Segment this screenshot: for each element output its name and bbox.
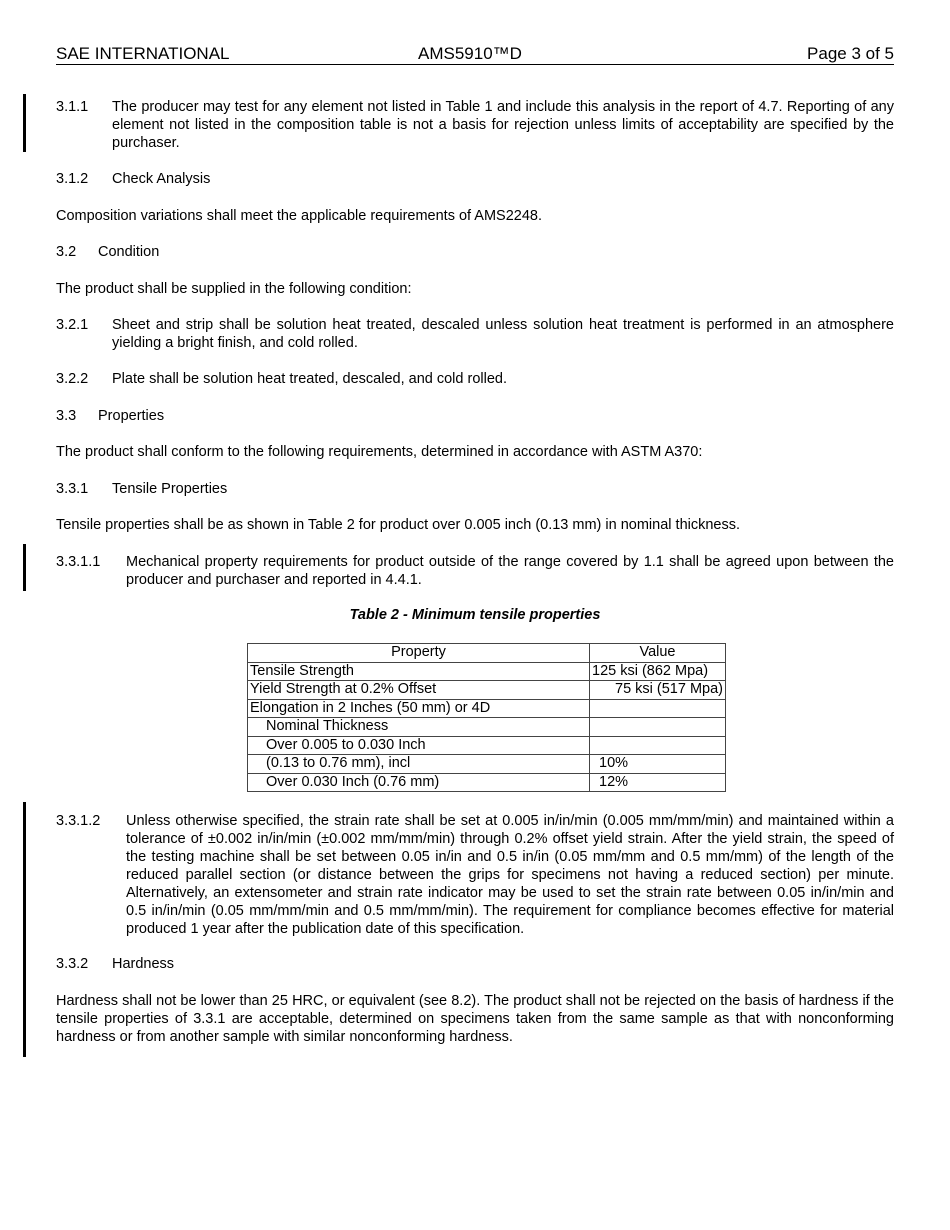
header-page-number: Page 3 of 5 [807,44,894,63]
section-title: Hardness [112,956,175,972]
property-cell: Over 0.030 Inch (0.76 mm) [248,773,590,792]
header-doc-id: AMS5910™D [418,44,522,63]
table-row [248,662,726,681]
section-3-3-1-heading [56,480,894,498]
property-cell: Tensile Strength [248,662,590,681]
table-row [248,681,726,700]
section-3-3-1-1 [56,553,894,589]
section-3-2-heading [56,243,894,261]
section-number: 3.3.1.1 [56,554,101,570]
section-number: 3.3.1.2 [56,813,101,829]
section-3-3-2-body: Hardness shall not be lower than 25 HRC, or equivalent (see 8.2). The product shall not be rejected on the basis of hardness if the tensile properties of 3.3.1 are acceptable, determined on specimens taken from the same sample as that with nonconforming hardness or from another sample with similar nonconforming hardness. [56,993,894,1045]
column-header-property: Property [248,644,590,663]
section-3-2-2 [56,370,894,388]
revision-bar [23,802,26,1057]
revision-bar [23,544,26,591]
section-3-1-2-heading [56,170,894,188]
property-cell: Elongation in 2 Inches (50 mm) or 4D [248,699,590,718]
tensile-properties-table [247,643,726,792]
section-3-3-body: The product shall conform to the following requirements, determined in accordance with ASTM A370: [56,444,703,460]
table-row [248,699,726,718]
section-3-2-body: The product shall be supplied in the following condition: [56,281,412,297]
property-cell: Yield Strength at 0.2% Offset [248,681,590,700]
section-text: The producer may test for any element not listed in Table 1 and include this analysis in the report of 4.7. Reporting of any element not listed in the composition table is not a basis for rejection unless limits of acceptability are specified by the purchaser. [112,99,894,151]
section-3-3-heading [56,407,894,425]
property-cell: (0.13 to 0.76 mm), incl [248,755,590,774]
section-number: 3.1.2 [56,171,89,187]
section-text: Plate shall be solution heat treated, descaled, and cold rolled. [112,371,507,387]
revision-bar [23,94,26,152]
section-number: 3.2.2 [56,371,89,387]
table-header-row [248,644,726,663]
section-number: 3.3 [56,408,77,424]
section-number: 3.2.1 [56,317,89,333]
section-text: Mechanical property requirements for product outside of the range covered by 1.1 shall be agreed upon between the producer and purchaser and reported in 4.4.1. [126,554,894,588]
value-cell [590,699,726,718]
section-title: Condition [98,244,160,260]
page-header [56,44,894,65]
table-row [248,773,726,792]
value-cell: 125 ksi (862 Mpa) [590,662,726,681]
section-3-3-1-2 [56,812,894,938]
value-cell: 10% [590,755,726,774]
value-cell [590,736,726,755]
table-row [248,755,726,774]
column-header-value: Value [590,644,726,663]
section-title: Tensile Properties [112,481,228,497]
section-text: Sheet and strip shall be solution heat treated, descaled unless solution heat treatment is performed in an atmosphere yielding a bright finish, and cold rolled. [112,317,894,351]
section-number: 3.3.2 [56,956,89,972]
section-text: Unless otherwise specified, the strain rate shall be set at 0.005 in/in/min (0.005 mm/mm/min) and maintained within a tolerance of ±0.002 in/in/min (±0.002 mm/mm/min) through 0.2% offset yield strain. After the yield strain, the speed of the testing machine shall be set between 0.05 in/in and 0.5 in/in (0.05 mm/mm and 0.5 mm/mm) of the length of the reduced parallel section (or distance between the grips for specimens not having a reduced section) per minute. Alternatively, an extensometer and strain rate indicator may be used to set the strain rate between 0.05 in/in/min and 0.5 in/in/min (0.05 mm/mm/min and 0.5 mm/mm/min). The requirement for compliance becomes effective for material produced 1 year after the publication date of this specification. [126,813,894,937]
section-title: Check Analysis [112,171,211,187]
section-3-1-1 [56,98,894,152]
table-caption: Table 2 - Minimum tensile properties [349,607,601,623]
property-cell: Over 0.005 to 0.030 Inch [248,736,590,755]
section-number: 3.3.1 [56,481,89,497]
value-cell [590,718,726,737]
table-row [248,718,726,737]
section-number: 3.1.1 [56,99,89,115]
section-3-2-1 [56,316,894,352]
value-cell: 12% [590,773,726,792]
section-3-1-2-body: Composition variations shall meet the applicable requirements of AMS2248. [56,208,543,224]
section-title: Properties [98,408,165,424]
section-number: 3.2 [56,244,77,260]
header-org: SAE INTERNATIONAL [56,44,230,63]
section-3-3-1-body: Tensile properties shall be as shown in Table 2 for product over 0.005 inch (0.13 mm) in nominal thickness. [56,517,741,533]
table-row [248,736,726,755]
section-3-3-2-heading [56,955,894,973]
value-cell: 75 ksi (517 Mpa) [590,681,726,700]
property-cell: Nominal Thickness [248,718,590,737]
